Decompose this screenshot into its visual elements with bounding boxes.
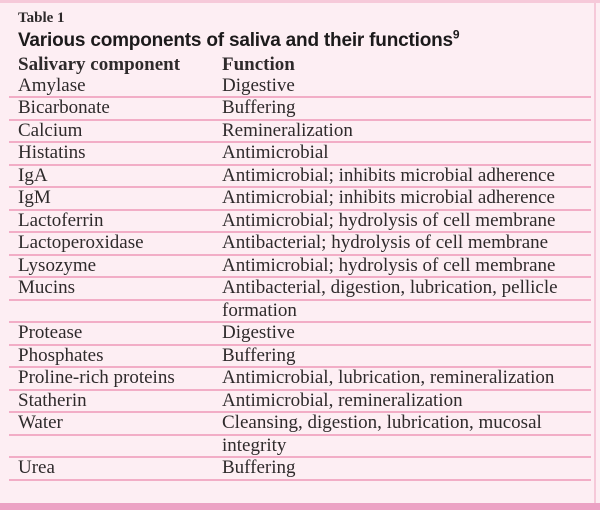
function-cell: Buffering: [222, 457, 296, 478]
table-row-line: [9, 188, 591, 211]
citation-superscript: 9: [452, 27, 460, 42]
function-cell: Buffering: [222, 97, 296, 118]
table-row-line: [9, 211, 591, 234]
component-cell: [18, 436, 222, 457]
component-cell: Urea: [18, 457, 55, 478]
table-row-line: [9, 98, 591, 121]
component-cell: Lysozyme: [18, 254, 97, 276]
function-cell: Antibacterial, digestion, lubrication, pellicle: [222, 277, 558, 298]
function-cell: formation: [222, 299, 297, 321]
component-cell: Amylase: [18, 74, 86, 96]
component-cell: Calcium: [18, 119, 83, 141]
table-row-line: [9, 301, 591, 324]
function-cell: Remineralization: [222, 119, 353, 141]
component-cell: [18, 301, 222, 322]
table-row-line: [9, 391, 591, 414]
table-row-line: [9, 166, 591, 189]
component-cell: Mucins: [18, 277, 75, 298]
component-cell: Histatins: [18, 142, 86, 163]
function-cell: Antimicrobial; hydrolysis of cell membrane: [222, 209, 556, 231]
component-cell: Water: [18, 412, 63, 433]
function-cell: Cleansing, digestion, lubrication, mucosal: [222, 412, 542, 433]
function-cell: Digestive: [222, 74, 295, 96]
function-cell: Antimicrobial, remineralization: [222, 389, 463, 411]
component-cell: IgA: [18, 164, 48, 186]
table-title-text: Various components of saliva and their functions: [18, 30, 453, 51]
component-cell: Lactoperoxidase: [18, 232, 144, 253]
function-cell: Digestive: [222, 322, 295, 343]
table-row-line: [9, 346, 591, 369]
table-row-line: [9, 458, 591, 481]
component-cell: Proline-rich proteins: [18, 367, 175, 388]
function-cell: Antimicrobial, lubrication, remineralization: [222, 367, 555, 388]
table-row-line: [9, 76, 591, 99]
function-cell: Buffering: [222, 344, 296, 366]
table-row-line: [9, 413, 591, 436]
function-cell: Antimicrobial; inhibits microbial adherence: [222, 164, 555, 186]
function-cell: Antibacterial; hydrolysis of cell membrane: [222, 232, 549, 253]
component-cell: Protease: [18, 322, 83, 343]
function-cell: Antimicrobial: [222, 142, 329, 163]
column-header-function: Function: [222, 54, 295, 75]
table-row-line: [9, 143, 591, 166]
component-cell: Lactoferrin: [18, 209, 104, 231]
table-body: [9, 76, 591, 481]
bottom-border-band: [0, 503, 600, 510]
function-cell: Antimicrobial; inhibits microbial adherence: [222, 187, 555, 208]
table-row-line: [9, 368, 591, 391]
table-row-line: [9, 121, 591, 144]
table-header-row: [18, 54, 582, 76]
component-cell: Statherin: [18, 389, 87, 411]
table-row-line: [9, 233, 591, 256]
table-row-line: [9, 323, 591, 346]
table-row-line: [9, 278, 591, 301]
component-cell: Bicarbonate: [18, 97, 110, 118]
function-cell: integrity: [222, 434, 287, 456]
table-number-label: Table 1: [18, 10, 65, 26]
function-cell: Antimicrobial; hydrolysis of cell membrane: [222, 254, 556, 276]
table-title: [18, 28, 582, 54]
table-row-line: [9, 436, 591, 459]
component-cell: Phosphates: [18, 344, 104, 366]
column-header-salivary-component: Salivary component: [18, 54, 181, 75]
component-cell: IgM: [18, 187, 51, 208]
table-row-line: [9, 256, 591, 279]
